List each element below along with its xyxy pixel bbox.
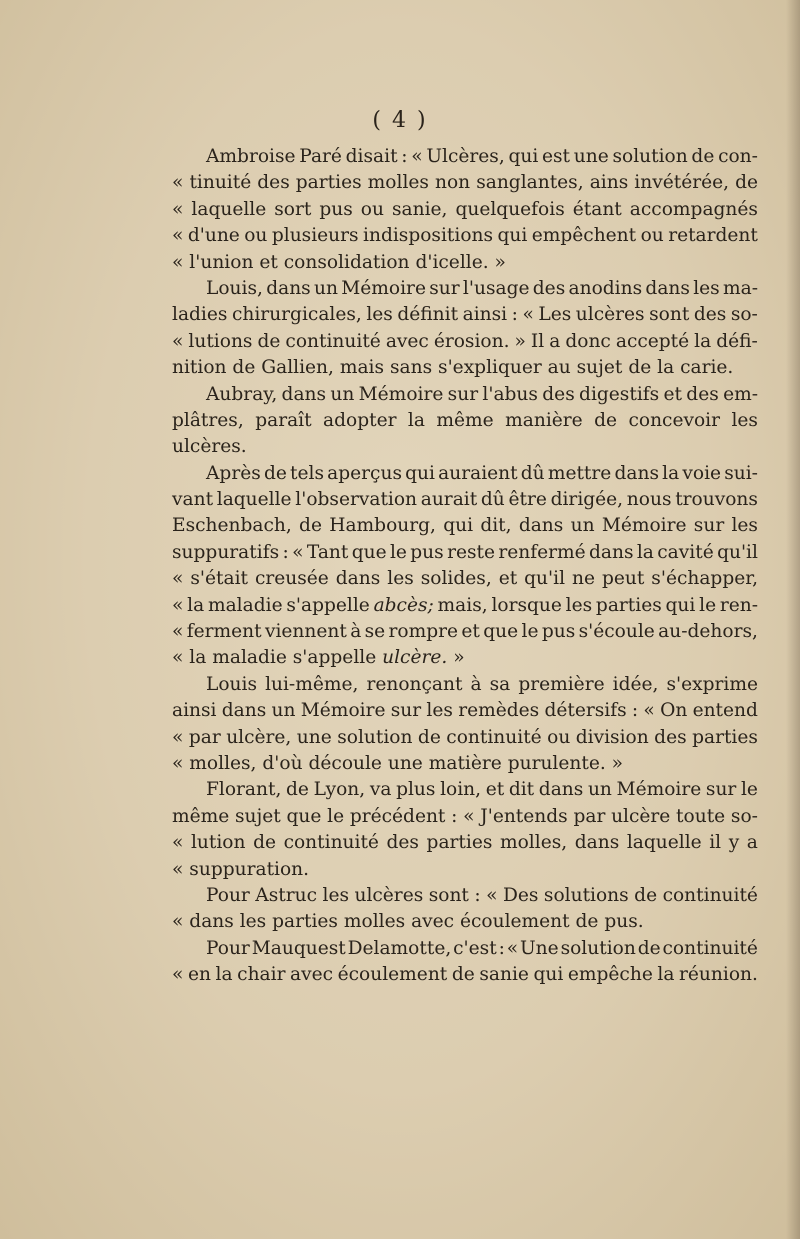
text-line: « molles, d'où découle une matière purulente. » xyxy=(172,752,624,774)
text-line: nition de Gallien, mais sans s'expliquer au sujet de la carie. xyxy=(172,357,734,379)
text-line: « en la chair avec écoulement de sanie qui empêche la réunion. xyxy=(172,964,758,986)
text-line: ladies chirurgicales, les définit ainsi : « Les ulcères sont des so- xyxy=(172,304,758,326)
page-edge-shadow xyxy=(786,0,800,1239)
text-line: ainsi dans un Mémoire sur les remèdes détersifs : « On entend xyxy=(172,700,758,722)
text-line: « par ulcère, une solution de continuité ou division des parties xyxy=(172,726,758,748)
text-line: Aubray, dans un Mémoire sur l'abus des digestifs et des em- xyxy=(206,383,758,405)
text-line: vant laquelle l'observation aurait dû être dirigée, nous trouvons xyxy=(172,489,758,511)
text-line: Louis lui-même, renonçant à sa première idée, s'exprime xyxy=(206,673,758,695)
text-line: Florant, de Lyon, va plus loin, et dit dans un Mémoire sur le xyxy=(206,779,758,801)
text-line: suppuratifs : « Tant que le pus reste renfermé dans la cavité qu'il xyxy=(172,541,758,563)
text-line: plâtres, paraît adopter la même manière de concevoir les xyxy=(172,409,758,431)
text-line: « lution de continuité des parties molles, dans laquelle il y a xyxy=(172,832,758,854)
text-line: « suppuration. xyxy=(172,858,310,880)
text-line: « tinuité des parties molles non sanglantes, ains invétérée, de xyxy=(172,172,758,194)
text-line: Pour Astruc les ulcères sont : « Des solutions de continuité xyxy=(206,884,758,906)
page-number: ( 4 ) xyxy=(372,108,428,133)
text-line: Louis, dans un Mémoire sur l'usage des anodins dans les ma- xyxy=(206,277,758,299)
text-line: « ferment viennent à se rompre et que le pus s'écoule au-dehors, xyxy=(172,621,758,643)
text-line: Après de tels aperçus qui auraient dû mettre dans la voie sui- xyxy=(206,462,758,484)
text-line: « laquelle sort pus ou sanie, quelquefois étant accompagnés xyxy=(172,198,758,220)
text-line: « la maladie s'appelle abcès; mais, lorsque les parties qui le ren- xyxy=(172,594,758,616)
text-line: Pour Mauquest Delamotte, c'est : « Une solution de continuité xyxy=(206,937,758,959)
text-line: même sujet que le précédent : « J'entends par ulcère toute so- xyxy=(172,805,758,827)
text-line: « la maladie s'appelle ulcère. » xyxy=(172,647,465,669)
text-line: ulcères. xyxy=(172,436,247,458)
text-line: « s'était creusée dans les solides, et qu'il ne peut s'échapper, xyxy=(172,568,758,590)
text-line: « l'union et consolidation d'icelle. » xyxy=(172,251,506,273)
body-text xyxy=(172,144,758,989)
text-line: « dans les parties molles avec écoulement de pus. xyxy=(172,911,644,933)
text-line: « d'une ou plusieurs indispositions qui empêchent ou retardent xyxy=(172,225,758,247)
text-line: « lutions de continuité avec érosion. » Il a donc accepté la défi- xyxy=(172,330,758,352)
text-line: Ambroise Paré disait : « Ulcères, qui est une solution de con- xyxy=(206,146,758,167)
text-line: Eschenbach, de Hambourg, qui dit, dans un Mémoire sur les xyxy=(172,515,758,537)
